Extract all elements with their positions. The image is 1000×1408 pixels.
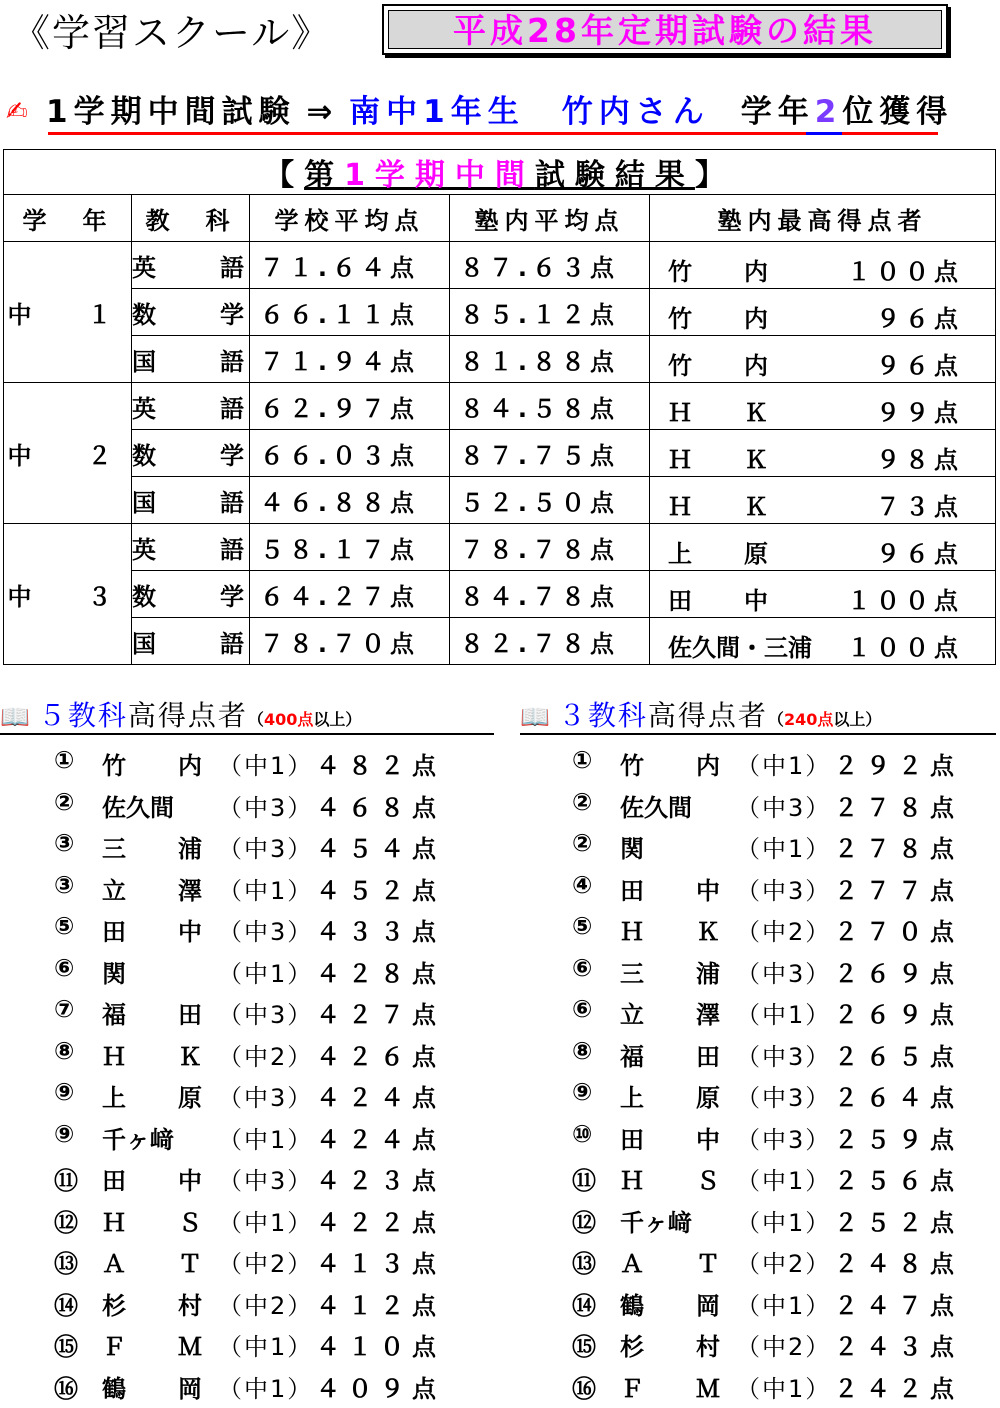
highlight-underline xyxy=(48,132,938,135)
subject-cell: 数 学 xyxy=(132,430,250,477)
rank-number: ⑪ xyxy=(54,1161,78,1196)
subject-cell: 国 語 xyxy=(132,618,250,665)
ranking-list-item xyxy=(54,1118,494,1160)
top-scorer-score: ９９点 xyxy=(876,393,963,428)
subject-cell: 英 語 xyxy=(132,383,250,430)
top-scorer-name: Ｈ Ｋ xyxy=(668,393,782,428)
top-scorer-score: １００点 xyxy=(847,628,963,663)
rank-number: ⑩ xyxy=(572,1120,592,1148)
subject-cell: 英 語 xyxy=(132,242,250,289)
student-grade: （中3） xyxy=(736,788,831,823)
rank-number: ④ xyxy=(572,871,592,899)
student-name: Ａ Ｔ xyxy=(620,1244,734,1279)
school-average-cell: ７１.９４点 xyxy=(250,336,450,383)
total-score: ４２８点 xyxy=(316,954,444,989)
student-grade: （中2） xyxy=(218,1286,313,1321)
table-row xyxy=(4,430,996,477)
ranking-list-item xyxy=(572,1242,992,1284)
student-grade: （中1） xyxy=(218,954,313,989)
top-scorer-name: 佐久間・三浦 xyxy=(668,628,812,663)
student-name: 千ヶ﨑 xyxy=(620,1203,692,1238)
rank-number: ⑥ xyxy=(572,995,592,1023)
rank-number: ⑬ xyxy=(572,1244,596,1279)
rank-number: ⑫ xyxy=(572,1203,596,1238)
school-average-cell: ６６.０３点 xyxy=(250,430,450,477)
student-grade: （中3） xyxy=(736,1037,831,1072)
ranking-list-item xyxy=(54,827,494,869)
school-name: 《学習スクール》 xyxy=(12,2,331,57)
top-scorer-cell xyxy=(650,336,996,383)
ranking-5-title: 高得点者 xyxy=(128,699,248,732)
student-name: 三 浦 xyxy=(620,954,734,989)
student-name: 立 澤 xyxy=(102,871,216,906)
student-grade: （中3） xyxy=(218,788,313,823)
student-grade: （中1） xyxy=(218,1327,313,1362)
ranking-list-item xyxy=(572,1284,992,1326)
top-scorer-name: Ｈ Ｋ xyxy=(668,440,782,475)
total-score: ４２６点 xyxy=(316,1037,444,1072)
grade-cell: 中 ３ xyxy=(4,524,132,665)
open-book-icon: 📖 xyxy=(520,703,550,731)
school-average-cell: ５８.１７点 xyxy=(250,524,450,571)
table-row xyxy=(4,336,996,383)
juku-average-cell: ７８.７８点 xyxy=(450,524,650,571)
ranking-list-item xyxy=(572,744,992,786)
rank-number: ⑨ xyxy=(54,1078,74,1106)
total-score: ４２７点 xyxy=(316,995,444,1030)
ranking-list-item xyxy=(54,1035,494,1077)
total-score: ４６８点 xyxy=(316,788,444,823)
school-average-cell: ７８.７０点 xyxy=(250,618,450,665)
student-name: 佐久間 xyxy=(102,788,174,823)
top-scorer-name: 上 原 xyxy=(668,534,782,569)
top-scorer-score: ９６点 xyxy=(876,346,963,381)
top-scorer-cell xyxy=(650,242,996,289)
ranking-list-item xyxy=(54,910,494,952)
student-grade: （中3） xyxy=(218,1161,313,1196)
top-scorer-cell xyxy=(650,618,996,665)
juku-average-cell: ８２.７８点 xyxy=(450,618,650,665)
ranking-list-item xyxy=(572,1325,992,1367)
pencil-icon: ✍ xyxy=(6,88,46,136)
student-grade: （中1） xyxy=(736,1203,831,1238)
student-grade: （中1） xyxy=(218,1369,313,1404)
top-scorer-score: ７３点 xyxy=(876,487,963,522)
ranking-list-item xyxy=(572,1201,992,1243)
top-scorer-name: Ｈ Ｋ xyxy=(668,487,782,522)
caption-part2: 1学期中間 xyxy=(344,158,535,193)
school-average-cell: ７１.６４点 xyxy=(250,242,450,289)
ranking-list-item xyxy=(572,952,992,994)
student-name: 福 田 xyxy=(620,1037,734,1072)
table-row xyxy=(4,524,996,571)
caption-close: 】 xyxy=(695,158,735,193)
ranking-list-item xyxy=(572,786,992,828)
total-score: ２６５点 xyxy=(834,1037,962,1072)
top-scorer-cell xyxy=(650,524,996,571)
subject-cell: 国 語 xyxy=(132,336,250,383)
highlight-rank-suffix: 位獲得 xyxy=(842,94,953,130)
total-score: ２７８点 xyxy=(834,829,962,864)
student-name: Ｆ Ｍ xyxy=(102,1327,216,1362)
rank-number: ⑮ xyxy=(54,1327,78,1362)
juku-average-cell: ８４.７８点 xyxy=(450,571,650,618)
total-score: ４５２点 xyxy=(316,871,444,906)
ranking-list-item xyxy=(54,1325,494,1367)
top-scorer-score: １００点 xyxy=(847,252,963,287)
student-name: 杉 村 xyxy=(620,1327,734,1362)
juku-average-cell: ８４.５８点 xyxy=(450,383,650,430)
student-name: 三 浦 xyxy=(102,829,216,864)
table-caption xyxy=(4,150,996,195)
ranking-list-item xyxy=(572,1076,992,1118)
total-score: ２６９点 xyxy=(834,995,962,1030)
juku-average-cell: ８７.６３点 xyxy=(450,242,650,289)
school-average-cell: ６２.９７点 xyxy=(250,383,450,430)
top-scorer-cell xyxy=(650,477,996,524)
student-grade: （中2） xyxy=(736,1327,831,1362)
student-name: 杉 村 xyxy=(102,1286,216,1321)
student-grade: （中1） xyxy=(218,1203,313,1238)
ranking-5-list xyxy=(54,744,494,1408)
rank-number: ⑯ xyxy=(54,1369,78,1404)
ranking-list-item xyxy=(54,786,494,828)
student-grade: （中3） xyxy=(736,1120,831,1155)
column-header: 教 科 xyxy=(132,195,250,242)
page-title: 平成28年定期試験の結果 xyxy=(388,10,942,49)
student-name: 田 中 xyxy=(620,871,734,906)
ranking-list-item xyxy=(54,1242,494,1284)
student-grade: （中1） xyxy=(218,871,313,906)
juku-average-cell: ５２.５０点 xyxy=(450,477,650,524)
ranking-list-item xyxy=(572,827,992,869)
total-score: ２４３点 xyxy=(834,1327,962,1362)
student-name: Ａ Ｔ xyxy=(102,1244,216,1279)
student-grade: （中2） xyxy=(218,1244,313,1279)
table-row xyxy=(4,618,996,665)
table-row xyxy=(4,242,996,289)
student-name: 千ヶ﨑 xyxy=(102,1120,174,1155)
total-score: ２７８点 xyxy=(834,788,962,823)
total-score: ２６９点 xyxy=(834,954,962,989)
total-score: ２５９点 xyxy=(834,1120,962,1155)
total-score: ２５６点 xyxy=(834,1161,962,1196)
student-grade: （中1） xyxy=(218,746,313,781)
highlight-exam: 1学期中間試験 xyxy=(46,94,296,130)
student-name: 竹 内 xyxy=(102,746,216,781)
subject-cell: 数 学 xyxy=(132,289,250,336)
highlight-rank-prefix: 学年 xyxy=(741,94,815,130)
rank-number: ⑫ xyxy=(54,1203,78,1238)
column-header: 学 年 xyxy=(4,195,132,242)
ranking-list-item xyxy=(572,993,992,1035)
rank-number: ② xyxy=(572,829,592,857)
ranking-3-header xyxy=(520,699,996,735)
top-scorer-name: 竹 内 xyxy=(668,252,782,287)
student-name: 関 xyxy=(102,954,140,989)
table-header-row xyxy=(4,195,996,242)
student-grade: （中1） xyxy=(736,829,831,864)
rank-number: ⑥ xyxy=(54,954,74,982)
student-grade: （中3） xyxy=(218,912,313,947)
total-score: ４０９点 xyxy=(316,1369,444,1404)
student-grade: （中1） xyxy=(736,1369,831,1404)
top-scorer-name: 田 中 xyxy=(668,581,782,616)
total-score: ２７０点 xyxy=(834,912,962,947)
table-row xyxy=(4,477,996,524)
student-name: 関 xyxy=(620,829,658,864)
student-grade: （中3） xyxy=(218,995,313,1030)
rank-number: ② xyxy=(572,788,592,816)
student-name: Ｆ Ｍ xyxy=(620,1369,734,1404)
highlight-arrow: ⇒ xyxy=(306,94,338,130)
total-score: ４２４点 xyxy=(316,1078,444,1113)
total-score: ４１０点 xyxy=(316,1327,444,1362)
subject-cell: 数 学 xyxy=(132,571,250,618)
student-grade: （中2） xyxy=(736,1244,831,1279)
top-scorer-cell xyxy=(650,430,996,477)
rank-number: ③ xyxy=(54,871,74,899)
ranking-list-item xyxy=(54,993,494,1035)
student-name: 田 中 xyxy=(102,1161,216,1196)
highlight-rank: 2 xyxy=(815,94,843,130)
student-name: 田 中 xyxy=(620,1120,734,1155)
open-book-icon: 📖 xyxy=(0,703,30,731)
rank-number: ⑨ xyxy=(54,1120,74,1148)
student-name: 上 原 xyxy=(620,1078,734,1113)
table-row xyxy=(4,571,996,618)
rank-number: ⑯ xyxy=(572,1369,596,1404)
total-score: ２４８点 xyxy=(834,1244,962,1279)
results-table xyxy=(3,149,996,665)
ranking-3-cond-value: 240点 xyxy=(784,710,833,729)
rank-number: ⑥ xyxy=(572,954,592,982)
ranking-list-item xyxy=(572,1159,992,1201)
ranking-5-cond-rest: 以上） xyxy=(313,710,361,729)
rank-number: ⑮ xyxy=(572,1327,596,1362)
ranking-list-item xyxy=(54,1284,494,1326)
total-score: ２４２点 xyxy=(834,1369,962,1404)
title-box xyxy=(382,4,948,55)
rank-number: ① xyxy=(54,746,74,774)
total-score: ４１３点 xyxy=(316,1244,444,1279)
caption-part3: 試験結果 xyxy=(535,158,695,193)
student-name: 上 原 xyxy=(102,1078,216,1113)
subject-cell: 国 語 xyxy=(132,477,250,524)
rank-number: ⑪ xyxy=(572,1161,596,1196)
grade-cell: 中 ２ xyxy=(4,383,132,524)
total-score: ４５４点 xyxy=(316,829,444,864)
student-grade: （中3） xyxy=(218,1078,313,1113)
total-score: ４２４点 xyxy=(316,1120,444,1155)
rank-number: ⑬ xyxy=(54,1244,78,1279)
student-name: 鶴 岡 xyxy=(102,1369,216,1404)
student-name: 福 田 xyxy=(102,995,216,1030)
top-scorer-score: ９６点 xyxy=(876,299,963,334)
total-score: ４２２点 xyxy=(316,1203,444,1238)
rank-number: ① xyxy=(572,746,592,774)
student-grade: （中3） xyxy=(736,1078,831,1113)
student-name: 鶴 岡 xyxy=(620,1286,734,1321)
top-scorer-score: １００点 xyxy=(847,581,963,616)
rank-underline xyxy=(806,132,842,135)
column-header: 塾内平均点 xyxy=(450,195,650,242)
table-row xyxy=(4,383,996,430)
table-row xyxy=(4,289,996,336)
student-grade: （中2） xyxy=(736,912,831,947)
ranking-list-item xyxy=(54,952,494,994)
total-score: ２７７点 xyxy=(834,871,962,906)
student-name: 竹 内 xyxy=(620,746,734,781)
ranking-3-cond-open: （ xyxy=(768,710,784,729)
juku-average-cell: ８７.７５点 xyxy=(450,430,650,477)
ranking-5-title-blue: ５教科 xyxy=(38,699,128,732)
student-grade: （中1） xyxy=(736,1286,831,1321)
student-name: Ｈ Ｓ xyxy=(102,1203,216,1238)
top-scorer-name: 竹 内 xyxy=(668,299,782,334)
column-header: 学校平均点 xyxy=(250,195,450,242)
student-name: Ｈ Ｋ xyxy=(102,1037,216,1072)
juku-average-cell: ８５.１２点 xyxy=(450,289,650,336)
school-average-cell: ６６.１１点 xyxy=(250,289,450,336)
student-grade: （中3） xyxy=(736,954,831,989)
rank-number: ⑧ xyxy=(54,1037,74,1065)
student-grade: （中3） xyxy=(736,871,831,906)
top-scorer-cell xyxy=(650,571,996,618)
caption-part1: 第 xyxy=(304,158,344,193)
ranking-list-item xyxy=(54,869,494,911)
student-name: Ｈ Ｓ xyxy=(620,1161,734,1196)
top-scorer-cell xyxy=(650,289,996,336)
rank-number: ② xyxy=(54,788,74,816)
total-score: ４３３点 xyxy=(316,912,444,947)
top-scorer-score: ９６点 xyxy=(876,534,963,569)
ranking-3-list xyxy=(572,744,992,1408)
student-grade: （中1） xyxy=(736,1161,831,1196)
highlight-student: 南中1年生 竹内さん xyxy=(349,94,710,130)
total-score: ２４７点 xyxy=(834,1286,962,1321)
ranking-3-title-blue: ３教科 xyxy=(558,699,648,732)
student-name: Ｈ Ｋ xyxy=(620,912,734,947)
rank-number: ⑭ xyxy=(54,1286,78,1321)
ranking-list-item xyxy=(572,1118,992,1160)
juku-average-cell: ８１.８８点 xyxy=(450,336,650,383)
school-average-cell: ４６.８８点 xyxy=(250,477,450,524)
ranking-list-item xyxy=(54,1201,494,1243)
rank-number: ③ xyxy=(54,829,74,857)
ranking-list-item xyxy=(572,869,992,911)
student-grade: （中1） xyxy=(736,746,831,781)
ranking-3-cond-rest: 以上） xyxy=(833,710,881,729)
rank-number: ⑭ xyxy=(572,1286,596,1321)
student-grade: （中1） xyxy=(218,1120,313,1155)
school-average-cell: ６４.２７点 xyxy=(250,571,450,618)
ranking-list-item xyxy=(572,910,992,952)
top-scorer-cell xyxy=(650,383,996,430)
subject-cell: 英 語 xyxy=(132,524,250,571)
caption-open: 【 xyxy=(264,158,304,193)
total-score: ４１２点 xyxy=(316,1286,444,1321)
student-grade: （中3） xyxy=(218,829,313,864)
column-header: 塾内最高得点者 xyxy=(650,195,996,242)
student-name: 立 澤 xyxy=(620,995,734,1030)
student-grade: （中2） xyxy=(218,1037,313,1072)
rank-number: ⑨ xyxy=(572,1078,592,1106)
total-score: ２５２点 xyxy=(834,1203,962,1238)
rank-number: ⑤ xyxy=(572,912,592,940)
ranking-list-item xyxy=(572,1035,992,1077)
top-scorer-score: ９８点 xyxy=(876,440,963,475)
rank-number: ⑧ xyxy=(572,1037,592,1065)
student-grade: （中1） xyxy=(736,995,831,1030)
student-name: 佐久間 xyxy=(620,788,692,823)
ranking-list-item xyxy=(54,1159,494,1201)
total-score: ４８２点 xyxy=(316,746,444,781)
ranking-5-cond-value: 400点 xyxy=(264,710,313,729)
ranking-3-title: 高得点者 xyxy=(648,699,768,732)
ranking-5-cond-open: （ xyxy=(248,710,264,729)
total-score: ２９２点 xyxy=(834,746,962,781)
grade-cell: 中 １ xyxy=(4,242,132,383)
student-name: 田 中 xyxy=(102,912,216,947)
highlight-line xyxy=(6,88,953,136)
rank-number: ⑤ xyxy=(54,912,74,940)
ranking-5-header xyxy=(0,699,494,735)
ranking-list-item xyxy=(54,744,494,786)
top-scorer-name: 竹 内 xyxy=(668,346,782,381)
total-score: ２６４点 xyxy=(834,1078,962,1113)
total-score: ４２３点 xyxy=(316,1161,444,1196)
rank-number: ⑦ xyxy=(54,995,74,1023)
ranking-list-item xyxy=(54,1076,494,1118)
